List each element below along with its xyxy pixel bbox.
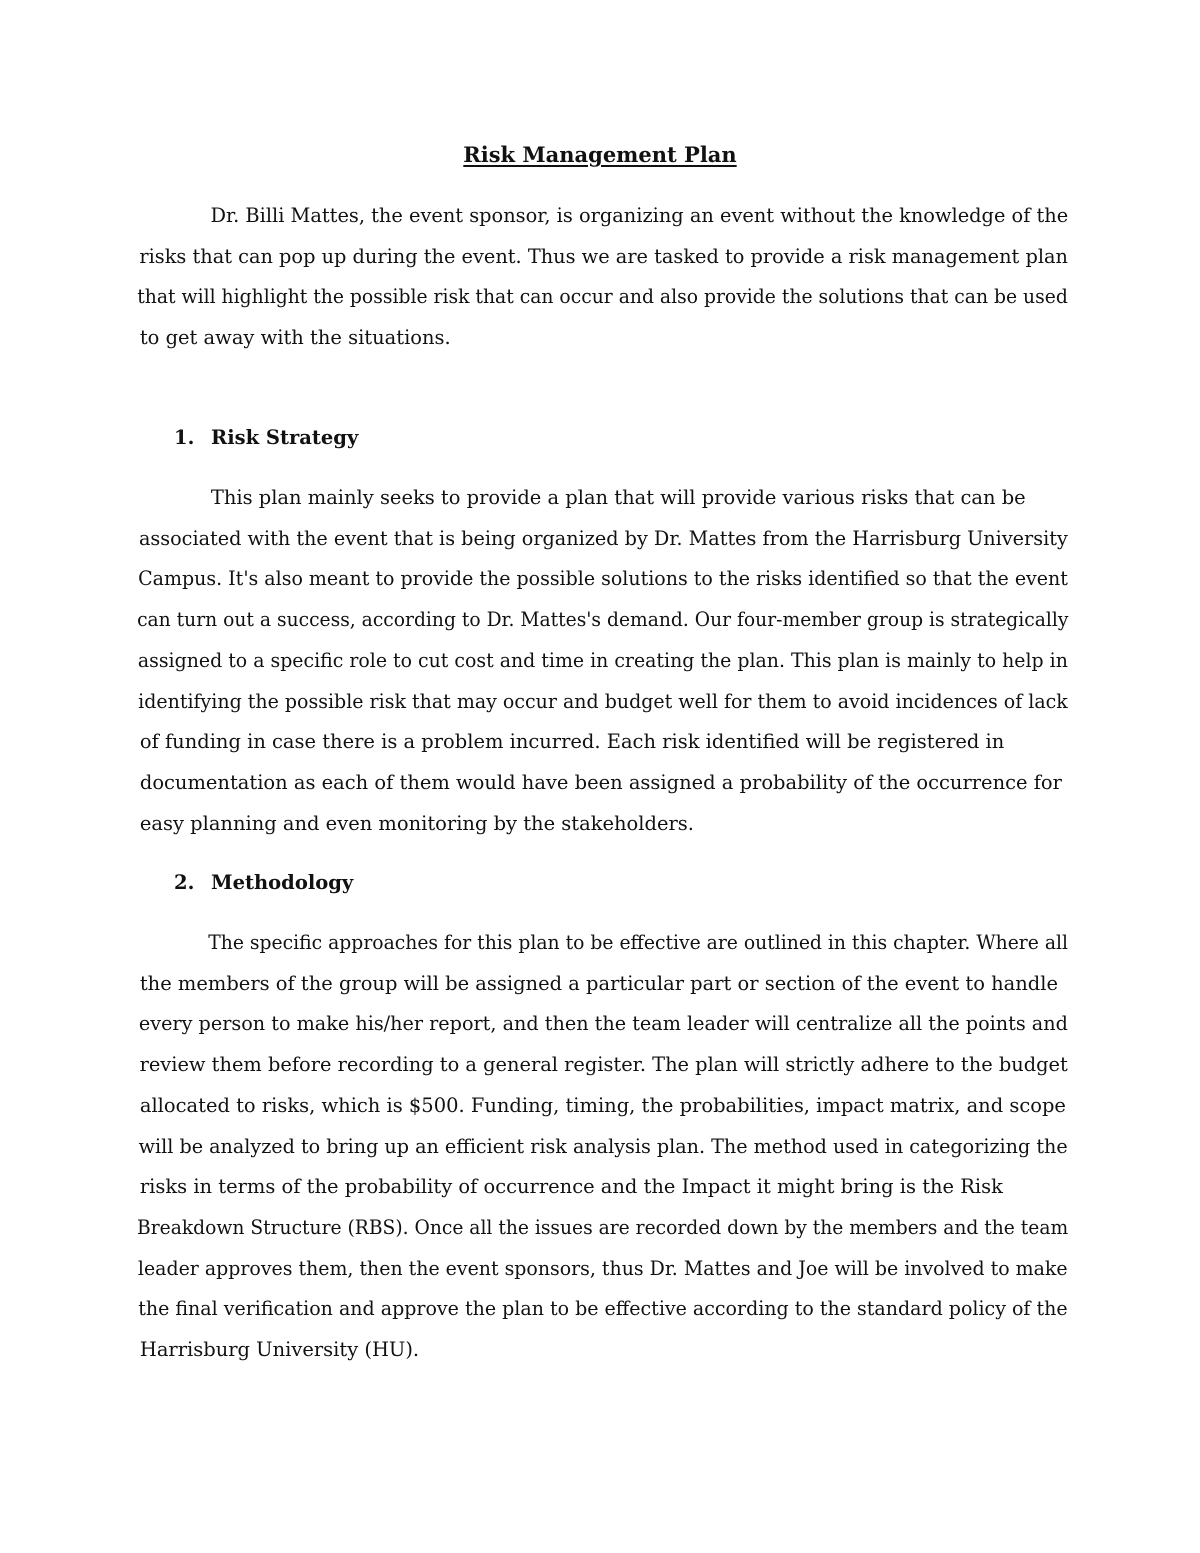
section-heading-text: Methodology <box>211 871 354 894</box>
paragraph-line: easy planning and even monitoring by the stakeholders. <box>139 811 694 835</box>
section-heading-methodology <box>174 869 353 897</box>
paragraph-line: risks in terms of the probability of occurrence and the Impact it might bring is the Risk <box>139 1175 1003 1199</box>
section-number: 1. <box>174 426 195 449</box>
paragraph-line: to get away with the situations. <box>139 326 451 350</box>
section-number: 2. <box>174 871 195 894</box>
paragraph-line: the final verification and approve the plan to be effective according to the standard policy of the <box>138 1297 1068 1321</box>
paragraph-line: review them before recording to a general register. The plan will strictly adhere to the budget <box>139 1053 1068 1077</box>
paragraph-line: Campus. It's also meant to provide the possible solutions to the risks identified so that the event <box>138 567 1068 591</box>
intro-paragraph <box>137 196 1070 359</box>
paragraph-line: that will highlight the possible risk that can occur and also provide the solutions that can be used <box>137 285 1068 309</box>
paragraph-line: Breakdown Structure (RBS). Once all the issues are recorded down by the members and the team <box>137 1215 1069 1239</box>
section-heading-risk-strategy <box>174 424 358 452</box>
paragraph-line: The specific approaches for this plan to be effective are outlined in this chapter. Where all <box>208 931 1069 954</box>
paragraph-line: leader approves them, then the event sponsors, thus Dr. Mattes and Joe will be involved to make <box>137 1256 1068 1280</box>
paragraph-line: Dr. Billi Mattes, the event sponsor, is organizing an event without the knowledge of the <box>210 204 1069 227</box>
methodology-paragraph <box>137 923 1070 1371</box>
risk-strategy-paragraph <box>137 478 1070 844</box>
paragraph-line: can turn out a success, according to Dr. Mattes's demand. Our four-member group is strategically <box>137 608 1069 632</box>
paragraph-line: risks that can pop up during the event. Thus we are tasked to provide a risk management plan <box>139 244 1068 268</box>
paragraph-line: associated with the event that is being organized by Dr. Mattes from the Harrisburg University <box>138 526 1068 550</box>
section-heading-text: Risk Strategy <box>211 426 359 449</box>
paragraph-line: of funding in case there is a problem incurred. Each risk identified will be registered in <box>139 730 1005 754</box>
paragraph-line: every person to make his/her report, and then the team leader will centralize all the points and <box>138 1012 1068 1036</box>
paragraph-line: will be analyzed to bring up an efficient risk analysis plan. The method used in categorizing the <box>138 1134 1068 1158</box>
paragraph-line: identifying the possible risk that may occur and budget well for them to avoid incidences of lack <box>138 689 1068 713</box>
paragraph-line: the members of the group will be assigned a particular part or section of the event to handle <box>139 971 1058 995</box>
paragraph-line: This plan mainly seeks to provide a plan that will provide various risks that can be <box>210 486 1026 509</box>
paragraph-line: documentation as each of them would have been assigned a probability of the occurrence for <box>139 770 1062 794</box>
paragraph-line: allocated to risks, which is $500. Funding, timing, the probabilities, impact matrix, and scope <box>139 1093 1066 1117</box>
paragraph-line: assigned to a specific role to cut cost and time in creating the plan. This plan is mainly to help in <box>137 648 1068 672</box>
paragraph-line: Harrisburg University (HU). <box>139 1338 420 1362</box>
document-title: Risk Management Plan <box>463 142 737 167</box>
